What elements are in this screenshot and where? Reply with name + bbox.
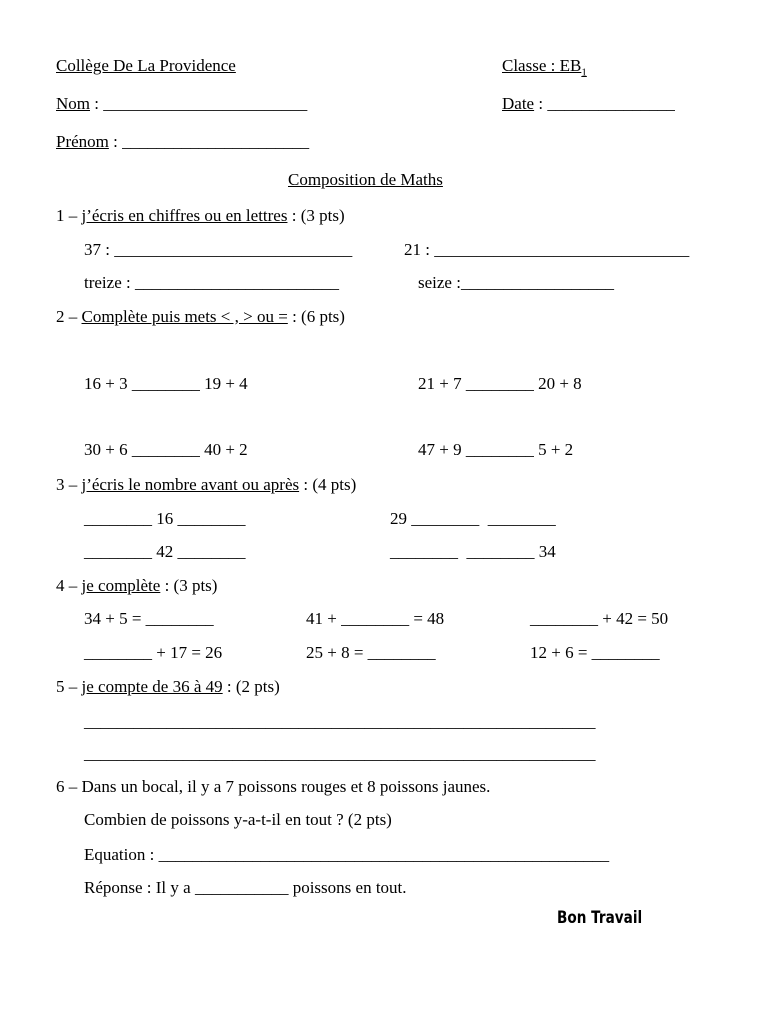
q4-item-5[interactable]: 25 + 8 = ________ bbox=[306, 643, 436, 662]
q1-item-treize[interactable]: treize : ________________________ bbox=[84, 273, 339, 292]
q3-item-16[interactable]: ________ 16 ________ bbox=[84, 509, 246, 528]
classe-field bbox=[502, 56, 587, 82]
q3-item-29[interactable]: 29 ________ ________ bbox=[390, 509, 556, 528]
q6-statement: 6 – Dans un bocal, il y a 7 poissons rouges et 8 poissons jaunes. bbox=[56, 777, 491, 796]
q4-heading bbox=[56, 576, 217, 596]
q6-question: Combien de poissons y-a-t-il en tout ? (2 pts) bbox=[84, 810, 392, 829]
q4-item-3[interactable]: ________ + 42 = 50 bbox=[530, 609, 669, 628]
q4-item-4[interactable]: ________ + 17 = 26 bbox=[84, 643, 223, 662]
classe-subscript: 1 bbox=[581, 66, 587, 79]
date-label: Date bbox=[502, 94, 535, 113]
q3-item-42[interactable]: ________ 42 ________ bbox=[84, 542, 246, 561]
prenom-label: Prénom bbox=[56, 132, 109, 151]
q5-answer-line-1[interactable]: ______________________________________________________________ bbox=[84, 712, 596, 731]
page-title: Composition de Maths bbox=[288, 170, 443, 189]
classe-label: Classe : EB bbox=[502, 56, 582, 75]
q4-item-1[interactable]: 34 + 5 = ________ bbox=[84, 609, 214, 628]
q1-points: : (3 pts) bbox=[287, 206, 345, 225]
q5-instruction: je compte de 36 à 49 bbox=[81, 677, 223, 696]
date-field[interactable] bbox=[502, 94, 675, 114]
q4-item-2[interactable]: 41 + ________ = 48 bbox=[306, 609, 445, 628]
q2-compare-3[interactable]: 30 + 6 ________ 40 + 2 bbox=[84, 440, 248, 459]
q2-points: : (6 pts) bbox=[287, 307, 345, 326]
q1-item-37[interactable]: 37 : ____________________________ bbox=[84, 240, 353, 259]
q6-equation-field[interactable]: Equation : _____________________________________________________ bbox=[84, 845, 610, 864]
q5-number: 5 – bbox=[56, 677, 82, 696]
q4-instruction: je complète bbox=[81, 576, 161, 595]
school-name: Collège De La Providence bbox=[56, 56, 236, 75]
q3-number: 3 – bbox=[56, 475, 82, 494]
date-blank[interactable]: : _______________ bbox=[534, 94, 675, 113]
q1-heading bbox=[56, 206, 345, 226]
q1-number: 1 – bbox=[56, 206, 82, 225]
bon-travail-signoff: Bon Travail bbox=[557, 908, 643, 928]
q4-item-6[interactable]: 12 + 6 = ________ bbox=[530, 643, 660, 662]
q2-instruction: Complète puis mets < , > ou = bbox=[81, 307, 288, 326]
nom-field[interactable] bbox=[56, 94, 307, 114]
q4-number: 4 – bbox=[56, 576, 82, 595]
q1-item-seize[interactable]: seize :__________________ bbox=[418, 273, 614, 292]
q6-response-field[interactable]: Réponse : Il y a ___________ poissons en tout. bbox=[84, 878, 407, 897]
q2-compare-2[interactable]: 21 + 7 ________ 20 + 8 bbox=[418, 374, 582, 393]
prenom-field[interactable] bbox=[56, 132, 309, 152]
q3-item-34[interactable]: ________ ________ 34 bbox=[390, 542, 556, 561]
q5-points: : (2 pts) bbox=[222, 677, 280, 696]
q1-item-21[interactable]: 21 : ______________________________ bbox=[404, 240, 690, 259]
q3-heading bbox=[56, 475, 356, 495]
nom-blank[interactable]: : ________________________ bbox=[90, 94, 308, 113]
q2-number: 2 – bbox=[56, 307, 82, 326]
q3-points: : (4 pts) bbox=[299, 475, 357, 494]
q4-points: : (3 pts) bbox=[160, 576, 218, 595]
q1-instruction: j’écris en chiffres ou en lettres bbox=[81, 206, 288, 225]
q2-compare-4[interactable]: 47 + 9 ________ 5 + 2 bbox=[418, 440, 574, 459]
nom-label: Nom bbox=[56, 94, 90, 113]
q5-answer-line-2[interactable]: ______________________________________________________________ bbox=[84, 744, 596, 763]
q5-heading bbox=[56, 677, 280, 697]
q3-instruction: j’écris le nombre avant ou après bbox=[81, 475, 300, 494]
q2-heading bbox=[56, 307, 345, 327]
q2-compare-1[interactable]: 16 + 3 ________ 19 + 4 bbox=[84, 374, 248, 393]
prenom-blank[interactable]: : ______________________ bbox=[108, 132, 310, 151]
